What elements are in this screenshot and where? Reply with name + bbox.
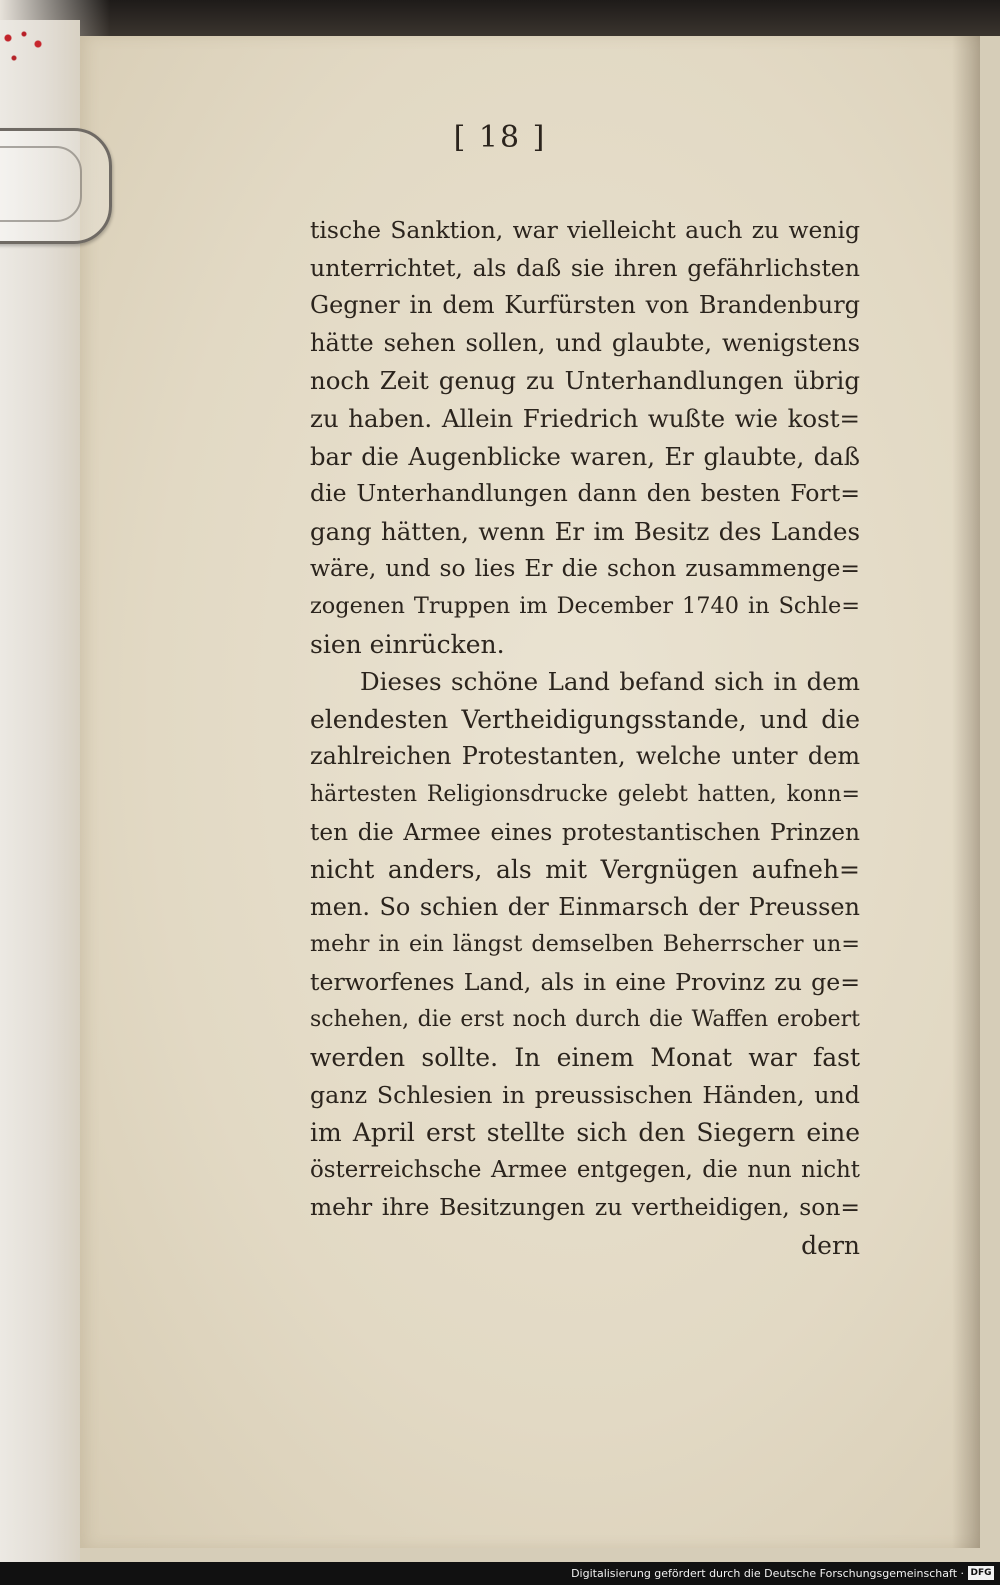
page-body-text xyxy=(310,212,860,1265)
text-line: mehr in ein längst demselben Beherrscher un= xyxy=(310,931,860,958)
text-line: bar die Augenblicke waren, Er glaubte, daß xyxy=(310,441,860,471)
paper-clip-inner-loop xyxy=(0,146,82,222)
page-gutter-shadow xyxy=(952,36,980,1548)
red-stain-marks xyxy=(0,28,48,68)
text-line: schehen, die erst noch durch die Waffen erobert xyxy=(310,1007,860,1033)
text-line: elendesten Vertheidigungsstande, und die xyxy=(310,704,860,734)
text-line: ganz Schlesien in preussischen Händen, und xyxy=(310,1080,860,1109)
text-line: noch Zeit genug zu Unterhandlungen übrig xyxy=(310,366,860,396)
text-line: mehr ihre Besitzungen zu vertheidigen, son= xyxy=(310,1193,860,1222)
text-line: Dieses schöne Land befand sich in dem xyxy=(360,667,860,697)
text-line: Gegner in dem Kurfürsten von Brandenburg xyxy=(310,291,860,320)
scanner-top-edge xyxy=(0,0,1000,36)
page-number: [ 18 ] xyxy=(453,120,547,155)
text-line: die Unterhandlungen dann den besten Fort= xyxy=(310,479,860,508)
text-line: unterrichtet, als daß sie ihren gefährlichsten xyxy=(310,253,860,282)
text-line: im April erst stellte sich den Siegern eine xyxy=(310,1118,860,1148)
text-line: wäre, und so lies Er die schon zusammenge= xyxy=(310,554,860,583)
text-line: sien einrücken. xyxy=(310,629,505,659)
text-line: zahlreichen Protestanten, welche unter dem xyxy=(310,742,860,771)
text-line: werden sollte. In einem Monat war fast xyxy=(310,1043,860,1073)
text-line: zogenen Truppen im December 1740 in Schle= xyxy=(310,592,860,619)
text-line: hätte sehen sollen, und glaubte, wenigstens xyxy=(310,328,860,357)
text-line: tische Sanktion, war vielleicht auch zu wenig xyxy=(310,216,860,244)
text-line: zu haben. Allein Friedrich wußte wie kost= xyxy=(310,403,860,433)
digitization-credit: Digitalisierung gefördert durch die Deutsche Forschungsgemeinschaft · xyxy=(0,1562,1000,1585)
catchword: dern xyxy=(801,1231,860,1261)
text-line: gang hätten, wenn Er im Besitz des Landes xyxy=(310,516,860,546)
dfg-logo: DFG xyxy=(968,1566,994,1580)
text-line: härtesten Religionsdrucke gelebt hatten, konn= xyxy=(310,781,860,807)
text-line: terworfenes Land, als in eine Provinz zu ge= xyxy=(310,967,860,996)
text-line: nicht anders, als mit Vergnügen aufneh= xyxy=(310,855,860,885)
text-line: ten die Armee eines protestantischen Prinzen xyxy=(310,818,860,846)
text-line: men. So schien der Einmarsch der Preussen xyxy=(310,892,860,921)
book-left-edge xyxy=(0,20,80,1562)
text-line: österreichsche Armee entgegen, die nun nicht xyxy=(310,1156,860,1183)
